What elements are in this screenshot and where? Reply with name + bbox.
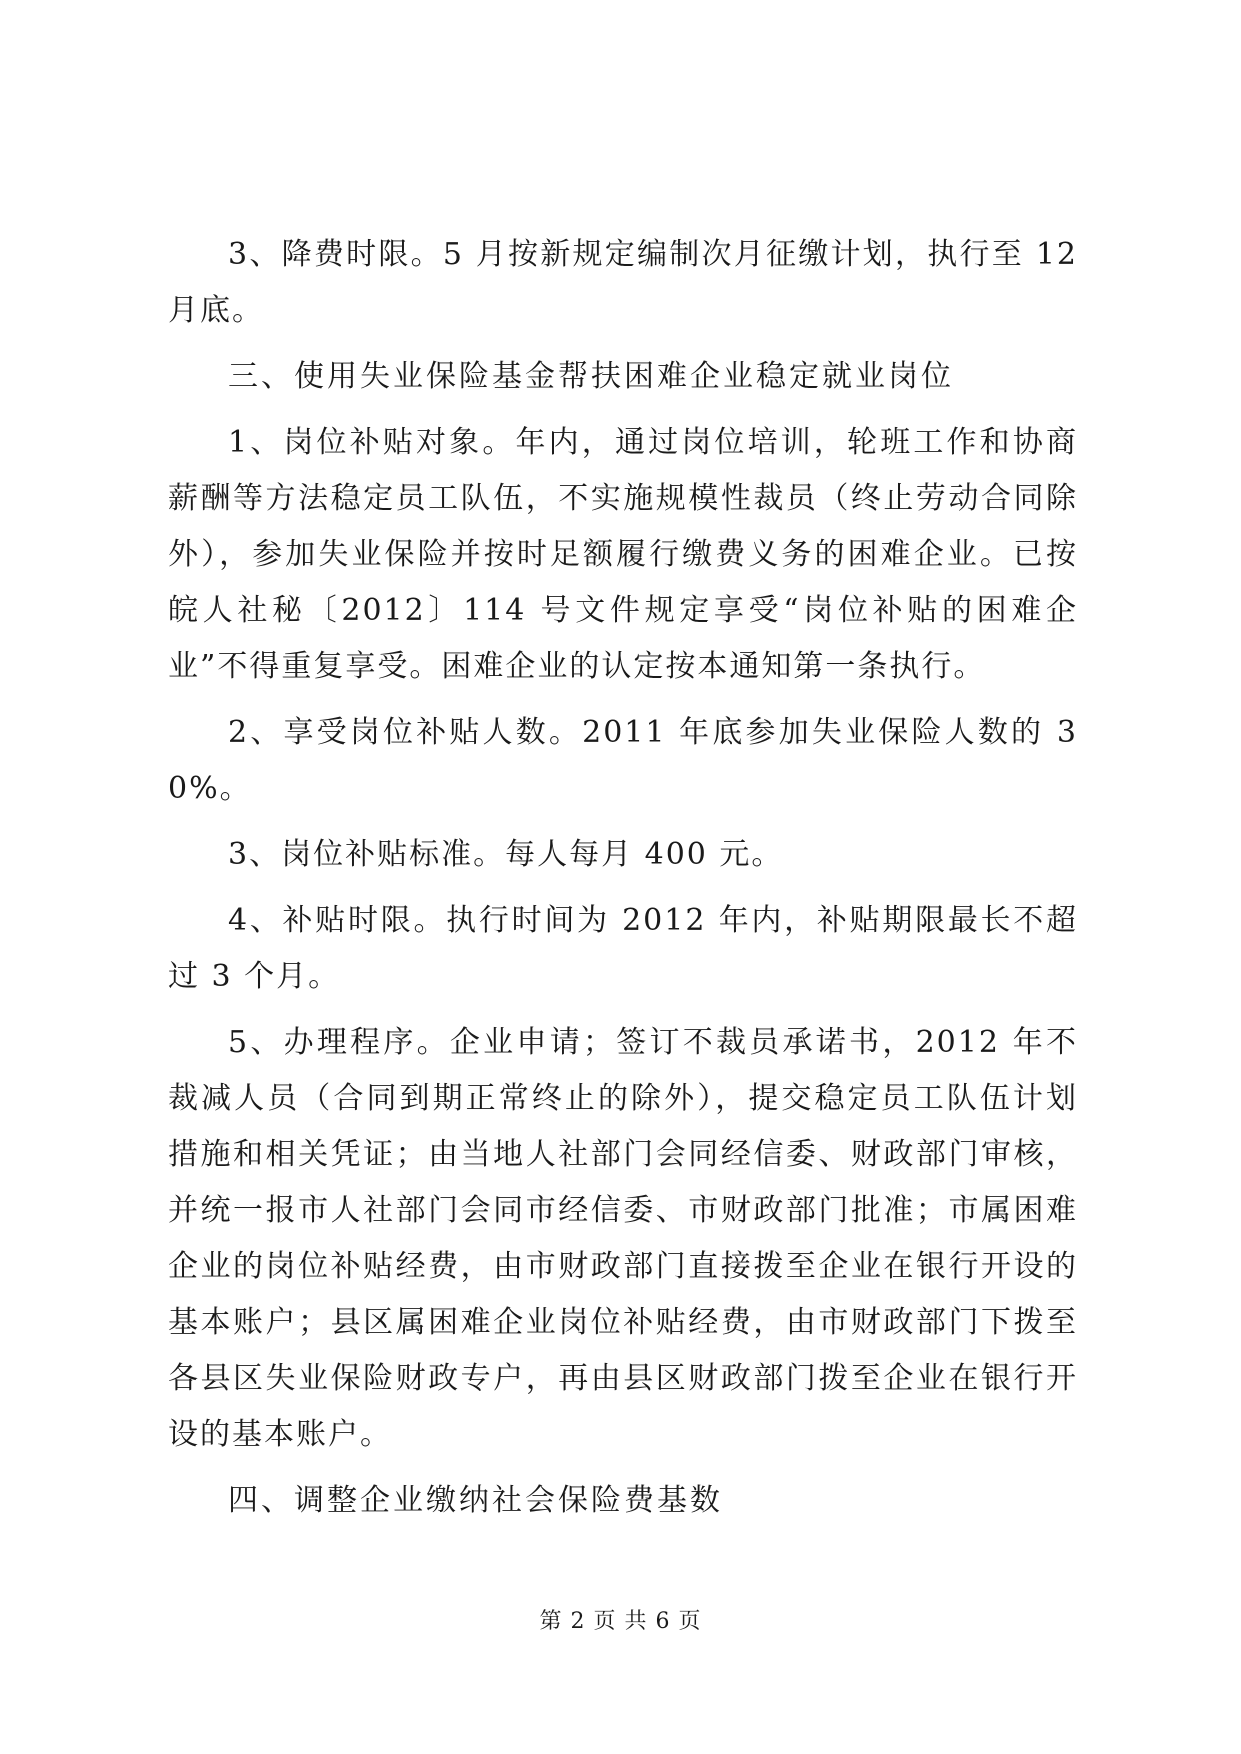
document-body	[168, 227, 1078, 1539]
paragraph-subsidy-target: 1、岗位补贴对象。年内，通过岗位培训，轮班工作和协商薪酬等方法稳定员工队伍，不实施规模性裁员（终止劳动合同除外），参加失业保险并按时足额履行缴费义务的困难企业。已按皖人社秘〔2012〕114 号文件规定享受“岗位补贴的困难企业”不得重复享受。困难企业的认定按本通知第一条执行。	[168, 425, 1078, 684]
paragraph-subsidy-period: 4、补贴时限。执行时间为 2012 年内，补贴期限最长不超过 3 个月。	[168, 903, 1078, 994]
paragraph-subsidy-standard: 3、岗位补贴标准。每人每月 400 元。	[228, 837, 784, 872]
paragraph-subsidy-headcount: 2、享受岗位补贴人数。2011 年底参加失业保险人数的 30%。	[168, 715, 1078, 806]
page-number-footer: 第 2 页 共 6 页	[539, 1609, 702, 1634]
paragraph-fee-reduction-period: 3、降费时限。5 月按新规定编制次月征缴计划，执行至 12 月底。	[168, 237, 1078, 328]
section-heading-four: 四、调整企业缴纳社会保险费基数	[228, 1483, 723, 1518]
section-heading-three: 三、使用失业保险基金帮扶困难企业稳定就业岗位	[228, 359, 954, 394]
paragraph-procedure: 5、办理程序。企业申请；签订不裁员承诺书，2012 年不裁减人员（合同到期正常终止的除外），提交稳定员工队伍计划措施和相关凭证；由当地人社部门会同经信委、财政部门审核，并统一报市人社部门会同市经信委、市财政部门批准；市属困难企业的岗位补贴经费，由市财政部门直接拨至企业在银行开设的基本账户；县区属困难企业岗位补贴经费，由市财政部门下拨至各县区失业保险财政专户，再由县区财政部门拨至企业在银行开设的基本账户。	[168, 1025, 1078, 1452]
